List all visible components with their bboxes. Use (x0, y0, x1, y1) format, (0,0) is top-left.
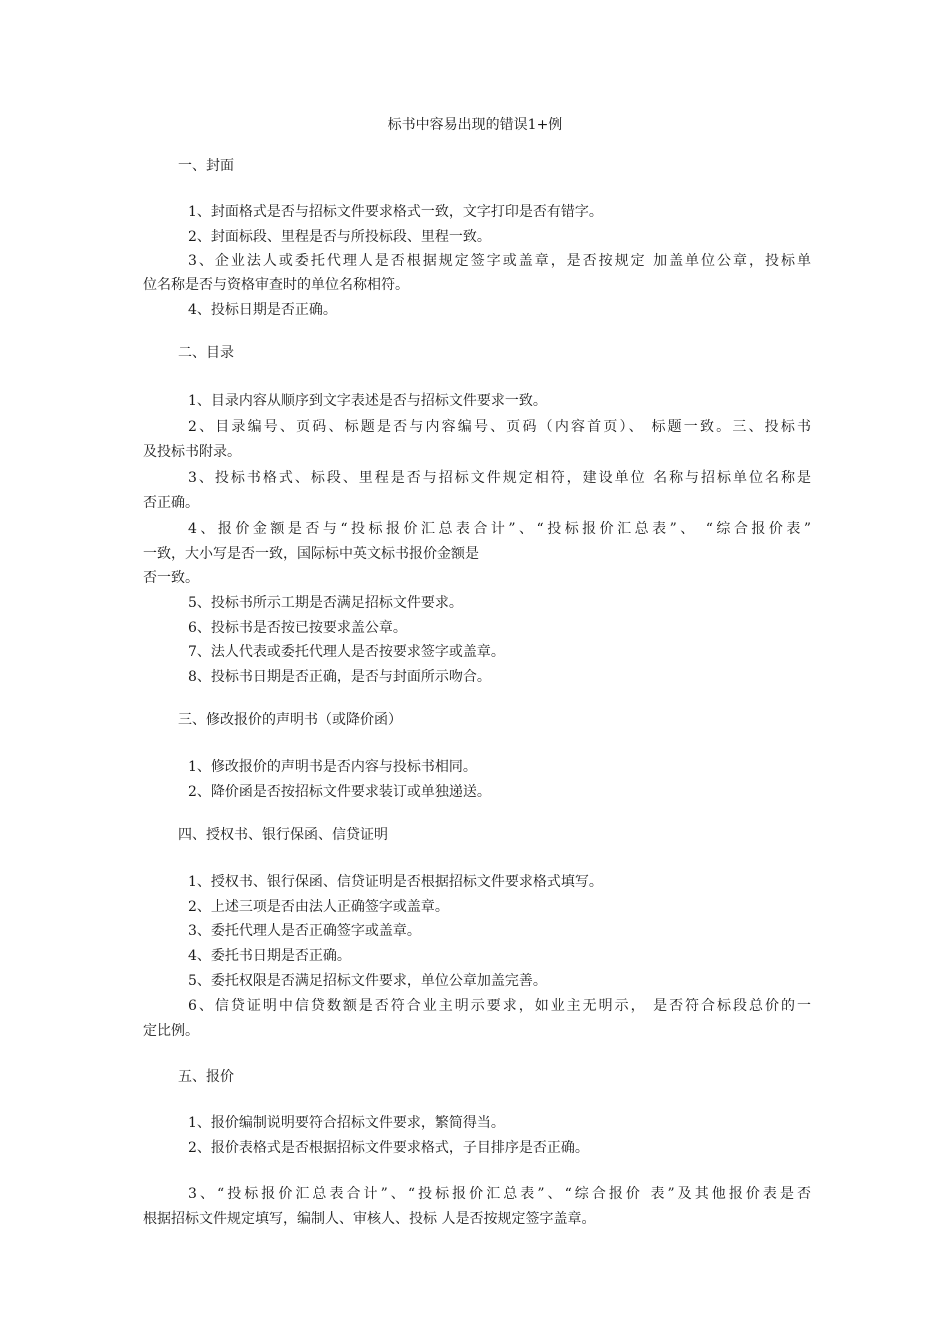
paragraph-line: 7、法人代表或委托代理人是否按要求签字或盖章。 (188, 644, 505, 660)
paragraph-line: 6、投标书是否按已按要求盖公章。 (188, 620, 407, 636)
paragraph-line: 2、目录编号、页码、标题是否与内容编号、页码（内容首页）、 标题一致。三、投标书 (188, 419, 811, 435)
section-heading-cover: 一、封面 (178, 158, 234, 174)
paragraph-line: 及投标书附录。 (143, 444, 241, 460)
paragraph-line: 5、委托权限是否满足招标文件要求，单位公章加盖完善。 (188, 973, 547, 989)
section-heading-revised-quote: 三、修改报价的声明书（或降价函） (178, 712, 402, 728)
paragraph-line: 1、目录内容从顺序到文字表述是否与招标文件要求一致。 (188, 393, 547, 409)
paragraph-line: 一致，大小写是否一致，国际标中英文标书报价金额是 (143, 546, 479, 562)
paragraph-line: 定比例。 (143, 1023, 199, 1039)
paragraph-line: 3、投标书格式、标段、里程是否与招标文件规定相符，建设单位 名称与招标单位名称是 (188, 470, 811, 486)
paragraph-line: 1、报价编制说明要符合招标文件要求，繁简得当。 (188, 1115, 505, 1131)
paragraph-line: 1、授权书、银行保函、信贷证明是否根据招标文件要求格式填写。 (188, 874, 603, 890)
paragraph-line: 根据招标文件规定填写，编制人、审核人、投标 人是否按规定签字盖章。 (143, 1211, 596, 1227)
paragraph-line: 2、封面标段、里程是否与所投标段、里程一致。 (188, 229, 491, 245)
paragraph-line: 3、“投标报价汇总表合计”、“投标报价汇总表”、“综合报价 表”及其他报价表是否 (188, 1186, 811, 1202)
paragraph-line: 1、封面格式是否与招标文件要求格式一致，文字打印是否有错字。 (188, 204, 603, 220)
document-title: 标书中容易出现的错误1+例 (387, 117, 563, 133)
paragraph-line: 6、信贷证明中信贷数额是否符合业主明示要求，如业主无明示， 是否符合标段总价的一 (188, 998, 811, 1014)
paragraph-line: 3、企业法人或委托代理人是否根据规定签字或盖章，是否按规定 加盖单位公章，投标单 (188, 253, 811, 269)
paragraph-line: 4、委托书日期是否正确。 (188, 948, 351, 964)
paragraph-line: 4、报价金额是否与“投标报价汇总表合计”、“投标报价汇总表”、 “综合报价表” (188, 521, 811, 537)
paragraph-line: 2、上述三项是否由法人正确签字或盖章。 (188, 899, 449, 915)
paragraph-line: 位名称是否与资格审查时的单位名称相符。 (143, 277, 409, 293)
paragraph-line: 否正确。 (143, 495, 199, 511)
paragraph-line: 否一致。 (143, 570, 199, 586)
paragraph-line: 1、修改报价的声明书是否内容与投标书相同。 (188, 759, 477, 775)
paragraph-line: 4、投标日期是否正确。 (188, 302, 337, 318)
section-heading-quotation: 五、报价 (178, 1069, 234, 1085)
paragraph-line: 2、报价表格式是否根据招标文件要求格式，子目排序是否正确。 (188, 1140, 589, 1156)
paragraph-line: 3、委托代理人是否正确签字或盖章。 (188, 923, 421, 939)
paragraph-line: 2、降价函是否按招标文件要求装订或单独递送。 (188, 784, 491, 800)
paragraph-line: 8、投标书日期是否正确，是否与封面所示吻合。 (188, 669, 491, 685)
paragraph-line: 5、投标书所示工期是否满足招标文件要求。 (188, 595, 463, 611)
section-heading-toc: 二、目录 (178, 345, 234, 361)
section-heading-authorization: 四、授权书、银行保函、信贷证明 (178, 827, 388, 843)
